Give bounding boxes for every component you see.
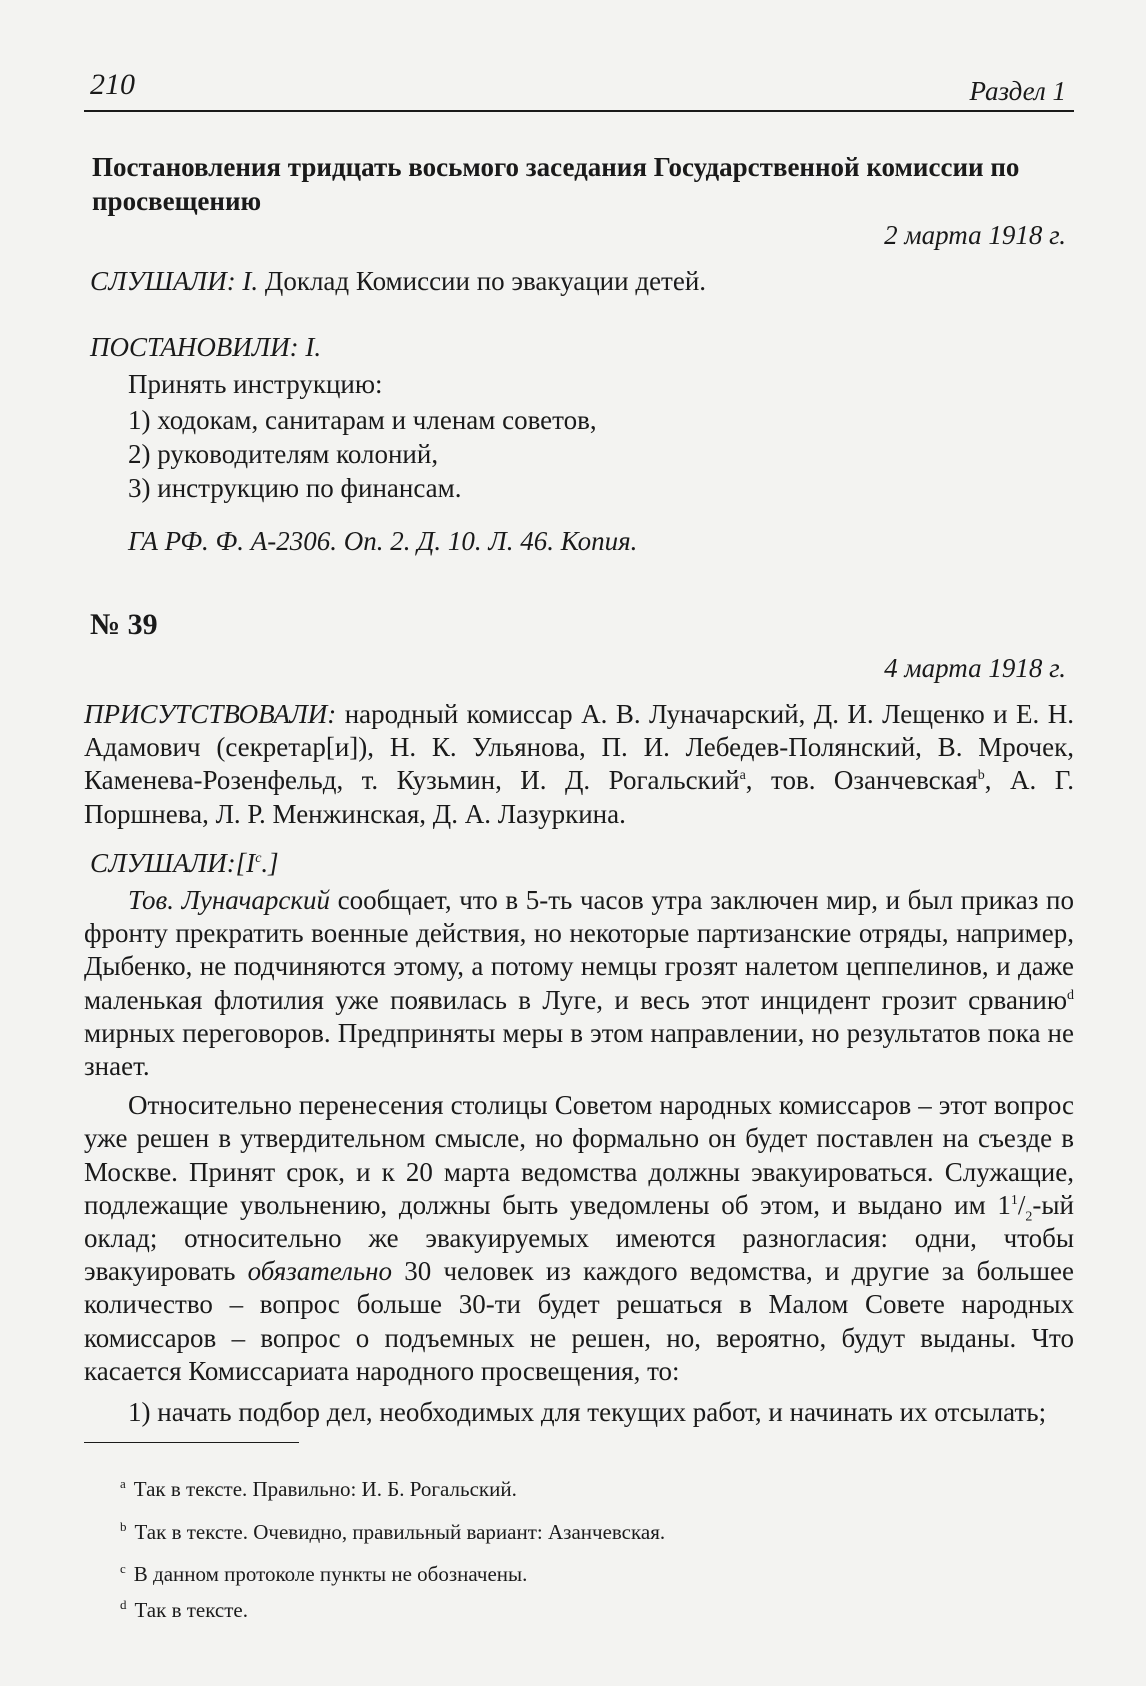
doc38-date: 2 марта 1918 г. — [884, 220, 1066, 250]
footnote-ref-b: b — [977, 768, 985, 784]
doc38-item-3: 3) инструкцию по финансам. — [128, 473, 462, 503]
footnote-text: В данном протоколе пункты не обозначены. — [133, 1562, 528, 1586]
page-number: 210 — [90, 68, 135, 101]
doc39-present-text: , А. Г. Поршнева, Л. Р. Менжинская, Д. А. Лазуркина. — [84, 765, 1075, 829]
footnote-text: Так в тексте. Очевидно, правильный вариант: Азанчевская. — [134, 1520, 666, 1544]
doc38-heard-text: Доклад Комиссии по эвакуации детей. — [264, 266, 707, 296]
footnote-ref-d: d — [1067, 987, 1074, 1003]
speaker-name: Тов. Луначарский — [128, 885, 330, 915]
paragraph-1 — [84, 884, 1074, 1083]
footnote-mark: d — [120, 1597, 127, 1612]
footnote-mark: b — [120, 1519, 127, 1534]
footnote-ref-a: a — [739, 768, 746, 784]
paragraph-text: 30 человек из каждого ведомства, и другие за большее количество – вопрос больше 30-ти будет решаться в Малом Совете народных комиссаров – вопрос о подъемных не решен, но, вероятно, будут выданы. Что касается Комиссариата народного просвещения, то: — [84, 1256, 1074, 1386]
emphasis-text: обязательно — [247, 1256, 393, 1287]
footnote-c — [120, 1561, 527, 1587]
doc39-body — [84, 884, 1074, 1429]
footnote-text: Так в тексте. Правильно: И. Б. Рогальский. — [133, 1477, 517, 1501]
doc39-heard-label: СЛУШАЛИ:[I — [90, 848, 256, 878]
section-label: Раздел 1 — [969, 76, 1066, 106]
paragraph-2 — [84, 1089, 1074, 1388]
doc39-present-text: , тов. Озанчевская — [745, 765, 978, 796]
doc39-present — [84, 698, 1074, 831]
doc38-item-2: 2) руководителям колоний, — [128, 439, 439, 469]
paragraph-text: сообщает, что в 5-ть часов утра заключен мир, и был приказ по фронту прекратить военные действия, но некоторые партизанские отряды, например, Дыбенко, не подчиняются этому, а потому немцы грозят налетом цеппелинов, и даже маленькая флотилия уже появилась в Луге, и весь этот инцидент грозит срванию — [84, 885, 1074, 1015]
doc38-heard-label: СЛУШАЛИ: I. — [90, 266, 259, 296]
page-header — [84, 62, 1074, 112]
footnote-ref-c: c — [255, 851, 262, 866]
fraction-slash: / — [1017, 1189, 1026, 1220]
doc39-number: № 39 — [90, 608, 158, 641]
paragraph-text: Относительно перенесения столицы Советом народных комиссаров – этот вопрос уже решен в утвердительном смысле, но формально он будет поставлен на съезде в Москве. Принят срок, и к 20 марта ведомства должны эвакуироваться. Служащие, подлежащие увольнению, должны быть уведомлены об этом, и выдано им 1 — [84, 1090, 1074, 1220]
footnote-a — [120, 1476, 517, 1502]
fraction-denominator: 2 — [1025, 1209, 1033, 1225]
footnote-mark: c — [120, 1561, 126, 1576]
doc39-heard-close: .] — [261, 848, 279, 878]
doc39-present-text: народный комиссар А. В. Луначарский, Д. И. Лещенко и Е. Н. Адамович (секретар[и]), Н. К. Ульянова, П. И. Лебедев-Полянский, В. Мрочек, Каменева-Розенфельд, т. Кузьмин, И. Д. Рогальский — [84, 699, 1074, 796]
paragraph-3: 1) начать подбор дел, необходимых для текущих работ, и начинать их отсылать; — [128, 1397, 1047, 1428]
doc38-source: ГА РФ. Ф. А-2306. Оп. 2. Д. 10. Л. 46. Копия. — [128, 526, 638, 556]
doc39-present-label: ПРИСУТСТВОВАЛИ: — [84, 699, 337, 729]
doc38-resolved-label: ПОСТАНОВИЛИ: I. — [90, 332, 322, 362]
footnote-separator — [84, 1442, 299, 1443]
doc39-date: 4 марта 1918 г. — [884, 653, 1066, 683]
doc38-item-1: 1) ходокам, санитарам и членам советов, — [128, 405, 597, 435]
footnote-b — [120, 1519, 665, 1545]
document-title: Постановления тридцать восьмого заседания Государственной комиссии по просвещению — [92, 152, 1020, 216]
doc38-heard — [90, 263, 706, 299]
paragraph-text: -ый оклад; относительно же эвакуируемых имеются разногласия: одни, чтобы эвакуировать — [84, 1189, 1074, 1287]
doc38-resolved-intro: Принять инструкцию: — [128, 369, 383, 399]
fraction-numerator: 1 — [1010, 1192, 1018, 1208]
footnote-mark: a — [120, 1476, 126, 1491]
footnote-d — [120, 1597, 248, 1623]
paragraph-text: мирных переговоров. Предприняты меры в этом направлении, но результатов пока не знает. — [84, 1017, 1074, 1082]
doc39-heard — [90, 845, 279, 881]
footnote-text: Так в тексте. — [134, 1598, 248, 1622]
